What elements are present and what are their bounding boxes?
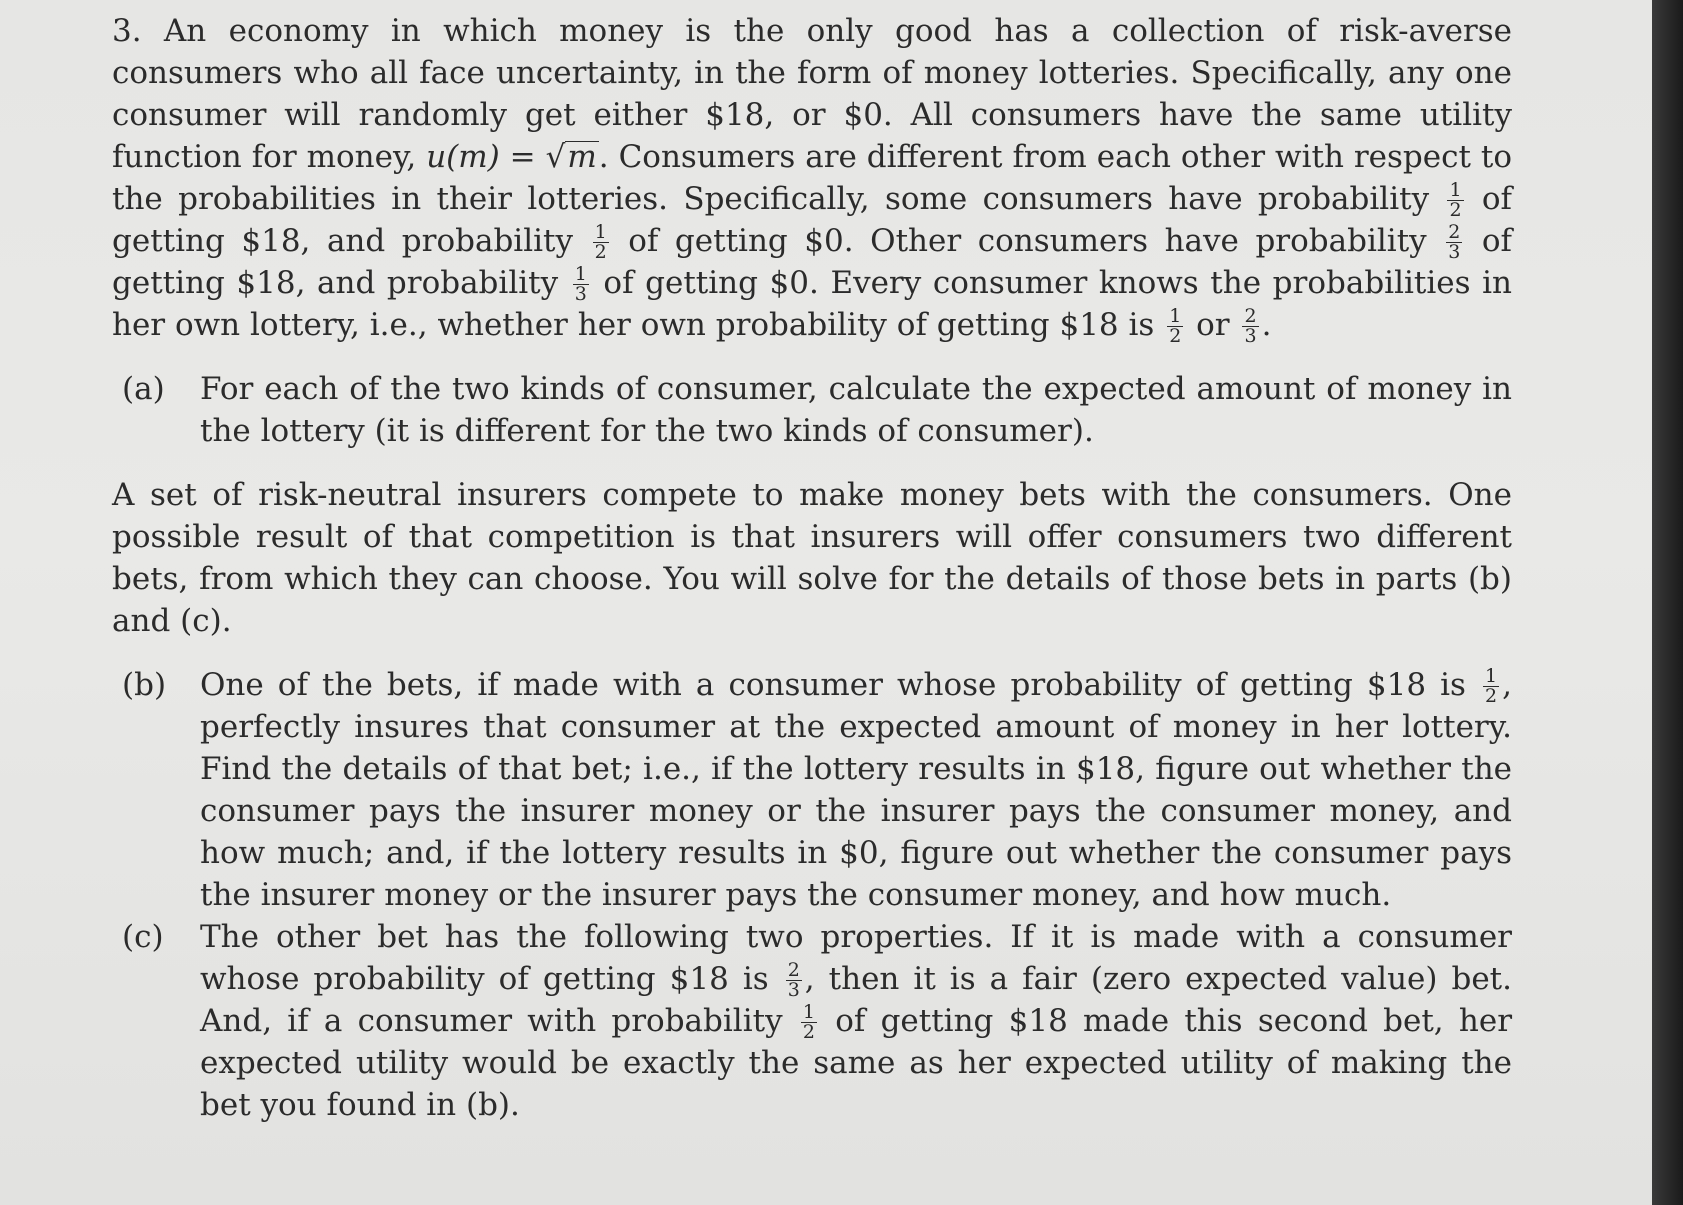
part-b — [122, 664, 1512, 916]
fraction-one-half — [593, 223, 609, 262]
part-a-text: For each of the two kinds of consumer, calculate the expected amount of money in the lottery (it is different for the two kinds of consumer). — [200, 371, 1512, 449]
intro-text-8: . — [1261, 307, 1272, 343]
fraction-numerator: 1 — [1485, 665, 1498, 687]
intro-text-5: of getting $18, and probability — [112, 223, 1513, 301]
sqrt-symbol: √ — [545, 139, 566, 175]
fraction-two-thirds — [1242, 307, 1258, 346]
middle-text: A set of risk-neutral insurers compete to make money bets with the consumers. One possible result of that competition is that insurers will offer consumers two different bets, from which they can choose. You will solve for the details of those bets in parts (b) and (c). — [112, 477, 1512, 639]
fraction-numerator: 2 — [1244, 305, 1257, 327]
fraction-denominator: 2 — [1169, 325, 1182, 347]
intro-text-6: of getting $0. Every consumer knows the probabilities in her own lottery, i.e., whether her own probability of getting $18 is — [112, 265, 1512, 343]
fraction-one-third — [573, 265, 589, 304]
fraction-numerator: 1 — [1169, 305, 1182, 327]
fraction-one-half — [801, 1003, 817, 1042]
fraction-one-half — [1447, 181, 1463, 220]
problem-number: 3. — [112, 13, 142, 49]
fraction-denominator: 2 — [1449, 199, 1462, 221]
utility-sqrt-arg: m — [567, 139, 597, 175]
fraction-numerator: 1 — [802, 1001, 815, 1023]
fraction-denominator: 3 — [1244, 325, 1257, 347]
problem-text — [112, 10, 1512, 1126]
utility-function-lhs: u(m) = — [426, 139, 546, 175]
fraction-denominator: 2 — [1485, 685, 1498, 707]
part-c-text-1: The other bet has the following two properties. If it is made with a consumer whose probability of getting $18 is — [200, 919, 1512, 997]
intro-text-4: of getting $0. Other consumers have probability — [628, 223, 1427, 259]
fraction-denominator: 3 — [787, 979, 800, 1001]
part-a-label: (a) — [122, 371, 165, 407]
part-b-text-1: One of the bets, if made with a consumer whose probability of getting $18 is — [200, 667, 1466, 703]
part-c-text-2: , then it is a fair (zero expected value) bet. And, if a consumer with probability — [200, 961, 1512, 1039]
problem-intro — [112, 10, 1512, 346]
part-b-label: (b) — [122, 667, 167, 703]
fraction-one-half — [1167, 307, 1183, 346]
intro-text-3: of getting $18, and probability — [112, 181, 1512, 259]
fraction-numerator: 2 — [1448, 221, 1461, 243]
fraction-two-thirds — [1446, 223, 1462, 262]
fraction-denominator: 3 — [1448, 241, 1461, 263]
fraction-two-thirds — [786, 961, 802, 1000]
fraction-denominator: 2 — [802, 1021, 815, 1043]
fraction-denominator: 3 — [574, 283, 587, 305]
fraction-numerator: 2 — [787, 959, 800, 981]
middle-paragraph — [112, 474, 1512, 642]
fraction-numerator: 1 — [594, 221, 607, 243]
part-a — [122, 368, 1512, 452]
intro-text-1: An economy in which money is the only good has a collection of risk-averse consumers who all face uncertainty, in the form of money lotteries. Specifically, any one consumer will randomly get either $18, or $0. All consumers have the same utility function for money, — [112, 13, 1513, 175]
page-edge-shadow — [1652, 0, 1683, 1205]
part-c-text-3: of getting $18 made this second bet, her expected utility would be exactly the same as her expected utility of making the bet you found in (b). — [200, 1003, 1513, 1123]
fraction-one-half — [1483, 667, 1499, 706]
fraction-numerator: 1 — [1449, 179, 1462, 201]
part-c — [122, 916, 1512, 1126]
part-b-text-2: , perfectly insures that consumer at the expected amount of money in her lottery. Find the details of that bet; i.e., if the lottery results in $18, figure out whether the consumer pays the insurer money or the insurer pays the consumer money, and how much; and, if the lottery results in $0, figure out whether the consumer pays the insurer money or the insurer pays the consumer money, and how much. — [200, 667, 1512, 913]
fraction-numerator: 1 — [574, 263, 587, 285]
part-c-label: (c) — [122, 919, 164, 955]
intro-text-2: . Consumers are different from each other with respect to the probabilities in their lotteries. Specifically, some consumers have probability — [112, 139, 1513, 217]
intro-text-7: or — [1196, 307, 1230, 343]
fraction-denominator: 2 — [594, 241, 607, 263]
